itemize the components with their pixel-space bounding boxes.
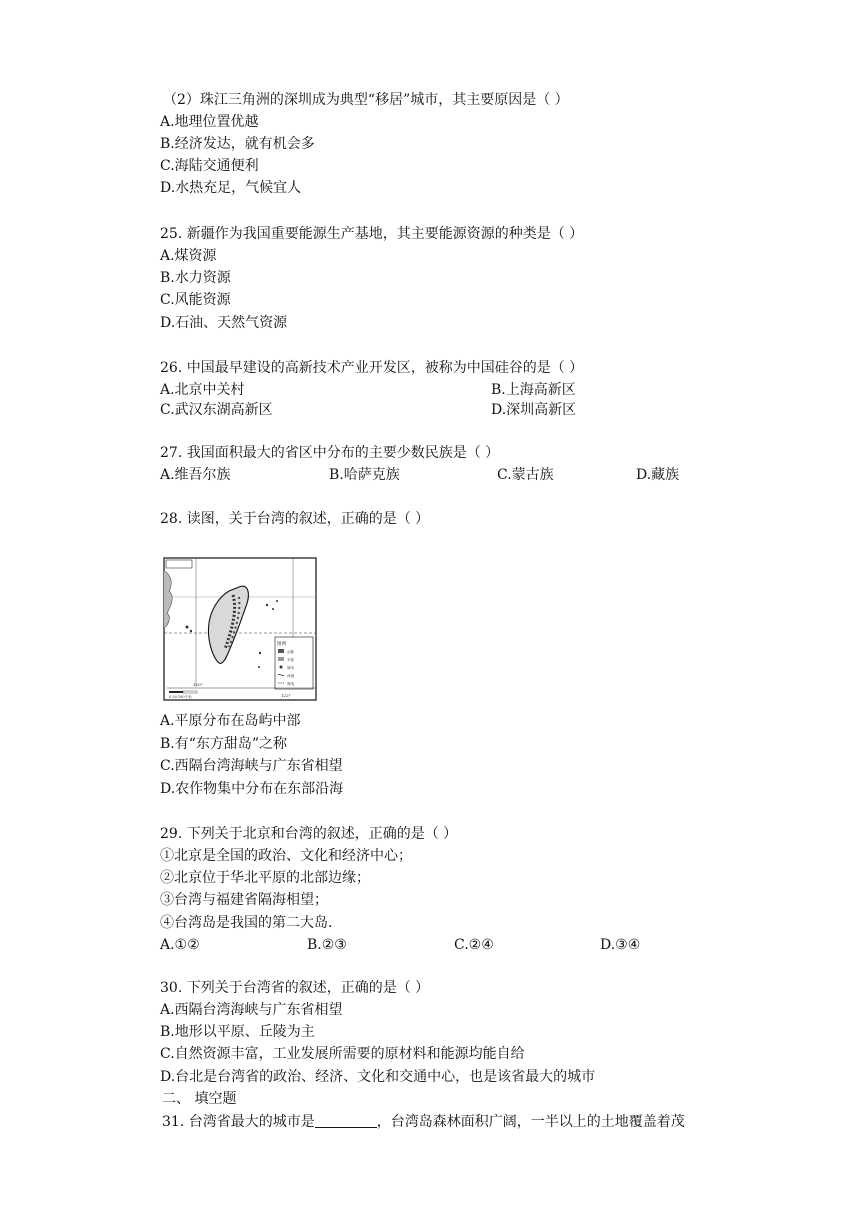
option-b: B.有“东方甜岛”之称 xyxy=(160,736,288,752)
question-31-stem-start: 31. 台湾省最大的城市是 xyxy=(162,1114,315,1130)
question-31-stem-end: ，台湾岛森林面积广阔，一半以上的土地覆盖着茂 xyxy=(376,1114,685,1130)
question-31-stem xyxy=(162,1112,685,1132)
legend-item: 河流 xyxy=(287,674,294,678)
option-a: A.①② xyxy=(160,937,200,953)
option-d: D.农作物集中分布在东部沿海 xyxy=(160,781,344,797)
option-a: A.平原分布在岛屿中部 xyxy=(160,713,301,729)
question-24-2-stem: （2）珠江三角洲的深圳成为典型“移居”城市，其主要原因是（ ） xyxy=(163,92,569,108)
longitude-tick: 122° xyxy=(281,693,291,698)
option-d: D.石油、天然气资源 xyxy=(160,315,288,331)
question-26-stem: 26. 中国最早建设的高新技术产业开发区，被称为中国硅谷的是（ ） xyxy=(160,360,584,376)
option-b: B.地形以平原、丘陵为主 xyxy=(160,1024,315,1040)
option-d: D.③④ xyxy=(600,937,641,953)
option-c: C.风能资源 xyxy=(160,292,231,308)
option-b: B.②③ xyxy=(307,937,347,953)
option-c: C.武汉东湖高新区 xyxy=(160,402,273,418)
option-c: C.海陆交通便利 xyxy=(160,158,259,174)
option-a: A.维吾尔族 xyxy=(160,467,231,483)
legend-title: 图例 xyxy=(277,642,286,647)
option-d: D.深圳高新区 xyxy=(491,402,577,418)
question-25-stem: 25. 新疆作为我国重要能源生产基地，其主要能源资源的种类是（ ） xyxy=(160,226,584,242)
option-b: B.上海高新区 xyxy=(491,382,576,398)
taiwan-map-figure xyxy=(163,557,317,701)
question-29-stem: 29. 下列关于北京和台湾的叙述，正确的是（ ） xyxy=(160,826,458,842)
longitude-tick: 120° xyxy=(193,682,203,687)
option-b: B.哈萨克族 xyxy=(329,467,400,483)
option-c: C.蒙古族 xyxy=(497,467,554,483)
question-27-stem: 27. 我国面积最大的省区中分布的主要少数民族是（ ） xyxy=(160,445,500,461)
statement: ②北京位于华北平原的北部边缘； xyxy=(160,870,370,886)
option-c: C.西隔台湾海峡与广东省相望 xyxy=(160,758,343,774)
option-d: D.水热充足，气候宜人 xyxy=(160,180,302,196)
answer-blank[interactable] xyxy=(315,1113,377,1128)
legend-item: 界线 xyxy=(287,682,294,686)
option-d: D.藏族 xyxy=(636,467,680,483)
option-a: A.地理位置优越 xyxy=(160,114,259,130)
option-b: B.水力资源 xyxy=(160,270,231,286)
legend-item: 城市 xyxy=(287,666,294,670)
option-a: A.煤资源 xyxy=(160,248,217,264)
section-heading: 二、 填空题 xyxy=(162,1091,237,1107)
option-c: C.②④ xyxy=(454,937,494,953)
option-a: A.西隔台湾海峡与广东省相望 xyxy=(160,1002,343,1018)
legend-item: 平原 xyxy=(287,658,294,662)
question-30-stem: 30. 下列关于台湾省的叙述，正确的是（ ） xyxy=(160,980,430,996)
legend-item: 山脉 xyxy=(287,650,294,654)
scale-bar-label: 0 50 100千米 xyxy=(169,695,192,699)
option-d: D.台北是台湾省的政治、经济、文化和交通中心，也是该省最大的城市 xyxy=(160,1069,596,1085)
option-b: B.经济发达，就有机会多 xyxy=(160,136,315,152)
statement: ③台湾与福建省隔海相望； xyxy=(160,892,328,908)
statement: ①北京是全国的政治、文化和经济中心； xyxy=(160,848,412,864)
statement: ④台湾岛是我国的第二大岛. xyxy=(160,915,333,931)
option-c: C.自然资源丰富，工业发展所需要的原材料和能源均能自给 xyxy=(160,1046,525,1062)
question-28-stem: 28. 读图，关于台湾的叙述，正确的是（ ） xyxy=(160,511,430,527)
option-a: A.北京中关村 xyxy=(160,382,245,398)
